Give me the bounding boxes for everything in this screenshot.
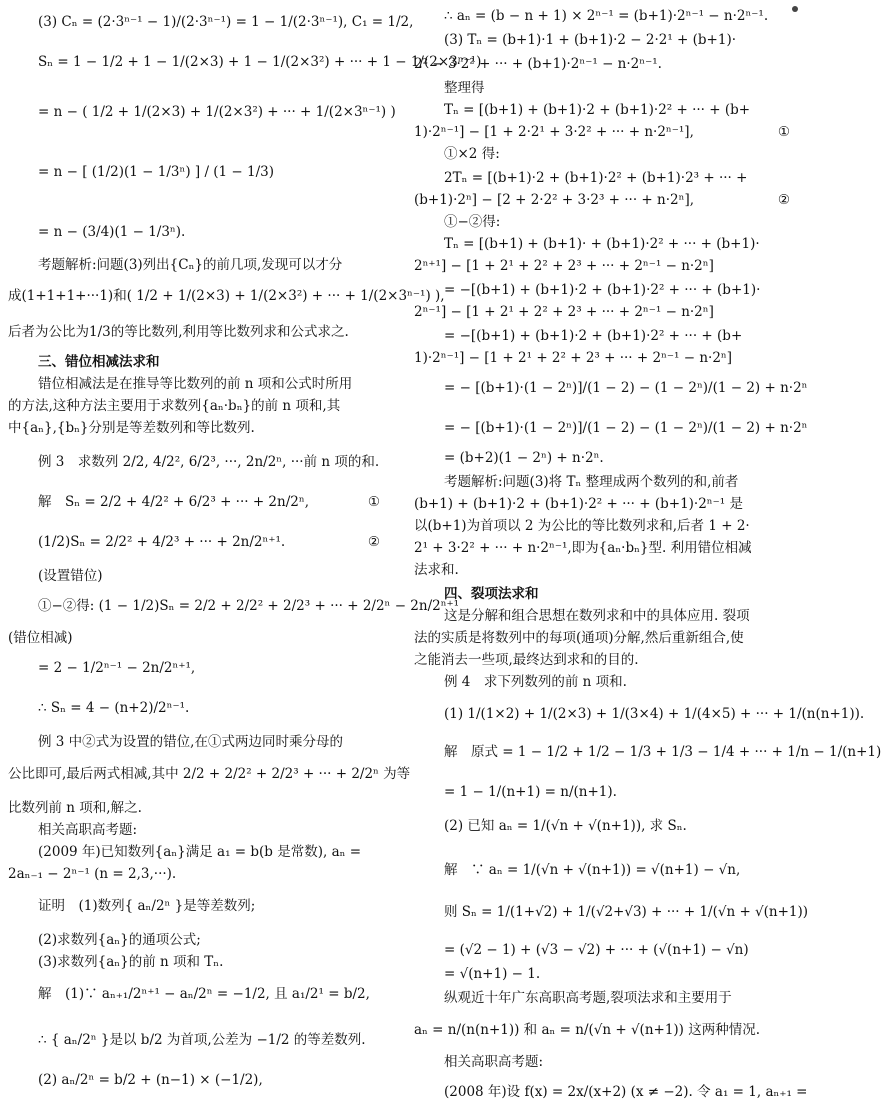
text-line: ①−②得: (1 − 1/2)Sₙ = 2/2 + 2/2² + 2/2³ + ··· + 2/2ⁿ − 2n/2ⁿ⁺¹ xyxy=(38,598,460,614)
text-line: Tₙ = [(b+1) + (b+1)· + (b+1)·2² + ··· + (b+1)· xyxy=(444,236,760,252)
text-line: 2ⁿ⁺¹] − [1 + 2¹ + 2² + 2³ + ··· + 2ⁿ⁻¹ − n·2ⁿ] xyxy=(414,258,714,274)
section-heading: 四、裂项法求和 xyxy=(444,586,539,602)
text-line: 1)·2ⁿ⁻¹] − [1 + 2¹ + 2² + 2³ + ··· + 2ⁿ⁻¹ − n·2ⁿ] xyxy=(414,350,733,366)
text-line: ①−②得: xyxy=(444,214,501,230)
text-line: 1)·2ⁿ⁻¹] − [1 + 2·2¹ + 3·2² + ··· + n·2ⁿ⁻¹], xyxy=(414,124,694,140)
text-line: = −[(b+1) + (b+1)·2 + (b+1)·2² + ··· + (b+1)· xyxy=(444,282,761,298)
text-line: = n − (3/4)(1 − 1/3ⁿ). xyxy=(38,224,186,240)
text-line: 以(b+1)为首项以 2 为公比的等比数列求和,后者 1 + 2· xyxy=(414,518,750,534)
text-line: 相关高职高考题: xyxy=(444,1054,544,1070)
text-line: (设置错位) xyxy=(38,568,103,584)
text-line: = (√2 − 1) + (√3 − √2) + ··· + (√(n+1) − √n) xyxy=(444,942,749,958)
text-line: 解 ∵ aₙ = 1/(√n + √(n+1)) = √(n+1) − √n, xyxy=(444,862,741,878)
equation-number: ① xyxy=(777,124,790,140)
text-line: Sₙ = 1 − 1/2 + 1 − 1/(2×3) + 1 − 1/(2×3²) + ··· + 1 − 1/(2×3ⁿ⁻¹) xyxy=(38,54,482,70)
text-line: 整理得 xyxy=(444,80,485,96)
text-line: = n − [ (1/2)(1 − 1/3ⁿ) ] / (1 − 1/3) xyxy=(38,164,275,180)
text-line: = − [(b+1)·(1 − 2ⁿ)]/(1 − 2) − (1 − 2ⁿ)/(1 − 2) + n·2ⁿ xyxy=(444,420,808,436)
text-line: Tₙ = [(b+1) + (b+1)·2 + (b+1)·2² + ··· + (b+ xyxy=(444,102,751,118)
text-line: ∴ Sₙ = 4 − (n+2)/2ⁿ⁻¹. xyxy=(38,700,190,716)
text-line: ∴ aₙ = (b − n + 1) × 2ⁿ⁻¹ = (b+1)·2ⁿ⁻¹ − n·2ⁿ⁻¹. xyxy=(444,8,769,24)
text-line: = n − ( 1/2 + 1/(2×3) + 1/(2×3²) + ··· + 1/(2×3ⁿ⁻¹) ) xyxy=(38,104,396,120)
equation-number: ② xyxy=(777,192,790,208)
text-line: 例 3 中②式为设置的错位,在①式两边同时乘分母的 xyxy=(38,734,343,750)
text-line: 比数列前 n 项和,解之. xyxy=(8,800,142,816)
text-line: ∴ { aₙ/2ⁿ }是以 b/2 为首项,公差为 −1/2 的等差数列. xyxy=(38,1032,366,1048)
text-line: 纵观近十年广东高职高考题,裂项法求和主要用于 xyxy=(444,990,732,1006)
text-line: (2008 年)设 f(x) = 2x/(x+2) (x ≠ −2). 令 a₁ = 1, aₙ₊₁ = xyxy=(444,1084,808,1100)
text-line: (3) Cₙ = (2·3ⁿ⁻¹ − 1)/(2·3ⁿ⁻¹) = 1 − 1/(2·3ⁿ⁻¹), C₁ = 1/2, xyxy=(38,14,414,30)
text-line: 相关高职高考题: xyxy=(38,822,138,838)
text-line: 解 原式 = 1 − 1/2 + 1/2 − 1/3 + 1/3 − 1/4 + ··· + 1/n − 1/(n+1) xyxy=(444,744,881,760)
text-line: 考题解析:问题(3)列出{Cₙ}的前几项,发现可以才分 xyxy=(38,257,343,273)
text-line: (2) 已知 aₙ = 1/(√n + √(n+1)), 求 Sₙ. xyxy=(444,818,687,834)
text-line: 证明 (1)数列{ aₙ/2ⁿ }是等差数列; xyxy=(38,898,256,914)
text-line: (1) 1/(1×2) + 1/(2×3) + 1/(3×4) + 1/(4×5) + ··· + 1/(n(n+1)). xyxy=(444,706,865,722)
text-line: (b+1) + (b+1)·2 + (b+1)·2² + ··· + (b+1)·2ⁿ⁻¹ 是 xyxy=(414,496,743,512)
text-line: 考题解析:问题(3)将 Tₙ 整理成两个数列的和,前者 xyxy=(444,474,739,490)
text-line: 的方法,这种方法主要用于求数列{aₙ·bₙ}的前 n 项和,其 xyxy=(8,398,341,414)
text-line: 解 Sₙ = 2/2 + 4/2² + 6/2³ + ··· + 2n/2ⁿ, xyxy=(38,494,309,510)
text-line: (1/2)Sₙ = 2/2² + 4/2³ + ··· + 2n/2ⁿ⁺¹. xyxy=(38,534,286,550)
text-line: = 2 − 1/2ⁿ⁻¹ − 2n/2ⁿ⁺¹, xyxy=(38,660,196,676)
text-line: = 1 − 1/(n+1) = n/(n+1). xyxy=(444,784,617,800)
equation-number: ② xyxy=(367,534,380,550)
equation-number: ① xyxy=(367,494,380,510)
text-line: 2ⁿ⁻¹] − [1 + 2¹ + 2² + 2³ + ··· + 2ⁿ⁻¹ − n·2ⁿ] xyxy=(414,304,714,320)
text-line: ①×2 得: xyxy=(444,146,500,162)
text-line: 法的实质是将数列中的每项(通项)分解,然后重新组合,使 xyxy=(414,630,744,646)
text-line: (错位相减) xyxy=(8,630,73,646)
text-line: 后者为公比为1/3的等比数列,利用等比数列求和公式求之. xyxy=(8,324,349,340)
text-line: (2)求数列{aₙ}的通项公式; xyxy=(38,932,201,948)
text-line: = − [(b+1)·(1 − 2ⁿ)]/(1 − 2) − (1 − 2ⁿ)/(1 − 2) + n·2ⁿ xyxy=(444,380,808,396)
text-line: 2Tₙ = [(b+1)·2 + (b+1)·2² + (b+1)·2³ + ··· + xyxy=(444,170,748,186)
text-line: = √(n+1) − 1. xyxy=(444,966,541,982)
text-line: 这是分解和组合思想在数列求和中的具体应用. 裂项 xyxy=(444,608,750,624)
text-line: 2² − 3·2² + ··· + (b+1)·2ⁿ⁻¹ − n·2ⁿ⁻¹. xyxy=(414,56,662,72)
text-line: 2¹ + 3·2² + ··· + n·2ⁿ⁻¹,即为{aₙ·bₙ}型. 利用错位相减 xyxy=(414,540,752,556)
section-heading: 三、错位相减法求和 xyxy=(38,354,160,370)
text-line: = (b+2)(1 − 2ⁿ) + n·2ⁿ. xyxy=(444,450,604,466)
text-line: (b+1)·2ⁿ] − [2 + 2·2² + 3·2³ + ··· + n·2ⁿ], xyxy=(414,192,694,208)
text-line: 中{aₙ},{bₙ}分别是等差数列和等比数列. xyxy=(8,420,255,436)
text-line: aₙ = n/(n(n+1)) 和 aₙ = n/(√n + √(n+1)) 这两种情况. xyxy=(414,1022,761,1038)
text-line: 2aₙ₋₁ − 2ⁿ⁻¹ (n = 2,3,···). xyxy=(8,866,177,882)
text-line: 错位相减法是在推导等比数列的前 n 项和公式时所用 xyxy=(38,376,353,392)
text-line: 解 (1)∵ aₙ₊₁/2ⁿ⁺¹ − aₙ/2ⁿ = −1/2, 且 a₁/2¹ = b/2, xyxy=(38,986,370,1002)
text-line: (3) Tₙ = (b+1)·1 + (b+1)·2 − 2·2¹ + (b+1)· xyxy=(444,32,736,48)
text-line: 成(1+1+1+···1)和( 1/2 + 1/(2×3) + 1/(2×3²) + ··· + 1/(2×3ⁿ⁻¹) ), xyxy=(8,288,445,304)
text-line: 公比即可,最后两式相减,其中 2/2 + 2/2² + 2/2³ + ··· + 2/2ⁿ 为等 xyxy=(8,766,411,782)
text-line: 则 Sₙ = 1/(1+√2) + 1/(√2+√3) + ··· + 1/(√n + √(n+1)) xyxy=(444,904,809,920)
text-line: 之能消去一些项,最终达到求和的目的. xyxy=(414,652,639,668)
text-line: (3)求数列{aₙ}的前 n 项和 Tₙ. xyxy=(38,954,224,970)
text-line: 例 4 求下列数列的前 n 项和. xyxy=(444,674,627,690)
text-line: 例 3 求数列 2/2, 4/2², 6/2³, ···, 2n/2ⁿ, ···前 n 项的和. xyxy=(38,454,380,470)
text-line: (2) aₙ/2ⁿ = b/2 + (n−1) × (−1/2), xyxy=(38,1072,263,1088)
text-line: (2009 年)已知数列{aₙ}满足 a₁ = b(b 是常数), aₙ = xyxy=(38,844,362,860)
corner-dot-icon xyxy=(792,6,798,12)
text-line: = −[(b+1) + (b+1)·2 + (b+1)·2² + ··· + (b+ xyxy=(444,328,743,344)
text-line: 法求和. xyxy=(414,562,459,578)
